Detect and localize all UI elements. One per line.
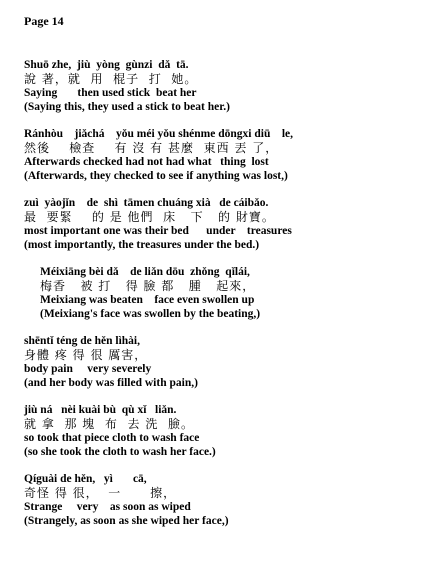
pinyin-line: Ránhòu jiǎchá yǒu méi yǒu shénme dōngxi diū le, <box>24 128 294 140</box>
pinyin-line: jiù ná nèi kuài bù qù xǐ liǎn. <box>24 404 177 416</box>
translation-line: (Saying this, they used a stick to beat her.) <box>24 101 230 113</box>
sentence-block-4 <box>24 265 416 321</box>
chinese-line: 身體 疼 得 很 厲害， <box>24 348 148 362</box>
gloss-line: most important one was their bed under treasures <box>24 225 292 237</box>
gloss-line: Strange very as soon as wiped <box>24 501 191 513</box>
chinese-line: 然後 檢查 有 沒 有 甚麼 東西 丟 了， <box>24 141 279 155</box>
gloss-line: Saying then used stick beat her <box>24 87 197 99</box>
translation-line: (so she took the cloth to wash her face.) <box>24 446 216 458</box>
chinese-line: 最 要緊 的 是 他們 床 下 的 財寶。 <box>24 210 275 224</box>
sentence-block-1 <box>24 58 416 114</box>
pinyin-line: shēntǐ téng de hěn lìhài, <box>24 335 140 347</box>
gloss-line: Afterwards checked had not had what thing lost <box>24 156 269 168</box>
page-number: Page 14 <box>24 14 64 28</box>
translation-line: (Afterwards, they checked to see if anything was lost,) <box>24 170 288 182</box>
sentence-block-3 <box>24 196 416 252</box>
sentence-block-2 <box>24 127 416 183</box>
pinyin-line: Qíguài de hěn, yì cā, <box>24 473 147 485</box>
chinese-line: 就 拿 那 塊 布 去 洗 臉。 <box>24 417 194 431</box>
translation-line: (Strangely, as soon as she wiped her face,) <box>24 515 229 527</box>
sentence-block-7 <box>24 472 416 528</box>
chinese-line: 奇怪 得 很， 一 擦， <box>24 486 177 500</box>
gloss-line: body pain very severely <box>24 363 152 375</box>
sentence-block-6 <box>24 403 416 459</box>
translation-line: (and her body was filled with pain,) <box>24 377 198 389</box>
pinyin-line: zuì yàojǐn de shì tāmen chuáng xià de cáibǎo. <box>24 197 269 209</box>
pinyin-line: Shuō zhe, jiù yòng gùnzi dǎ tā. <box>24 59 189 71</box>
chinese-line: 說 著，就 用 棍子 打 她。 <box>24 72 198 86</box>
gloss-line: Meixiang was beaten face even swollen up <box>40 294 255 306</box>
translation-line: (Meixiang's face was swollen by the beating,) <box>40 308 261 320</box>
translation-line: (most importantly, the treasures under the bed.) <box>24 239 260 251</box>
gloss-line: so took that piece cloth to wash face <box>24 432 200 444</box>
pinyin-line: Méixiāng bèi dǎ de liǎn dōu zhǒng qǐlái, <box>40 266 250 278</box>
chinese-line: 梅香 被 打 得 臉 都 腫 起來， <box>40 279 256 293</box>
lesson-text <box>24 58 416 541</box>
sentence-block-5 <box>24 334 416 390</box>
